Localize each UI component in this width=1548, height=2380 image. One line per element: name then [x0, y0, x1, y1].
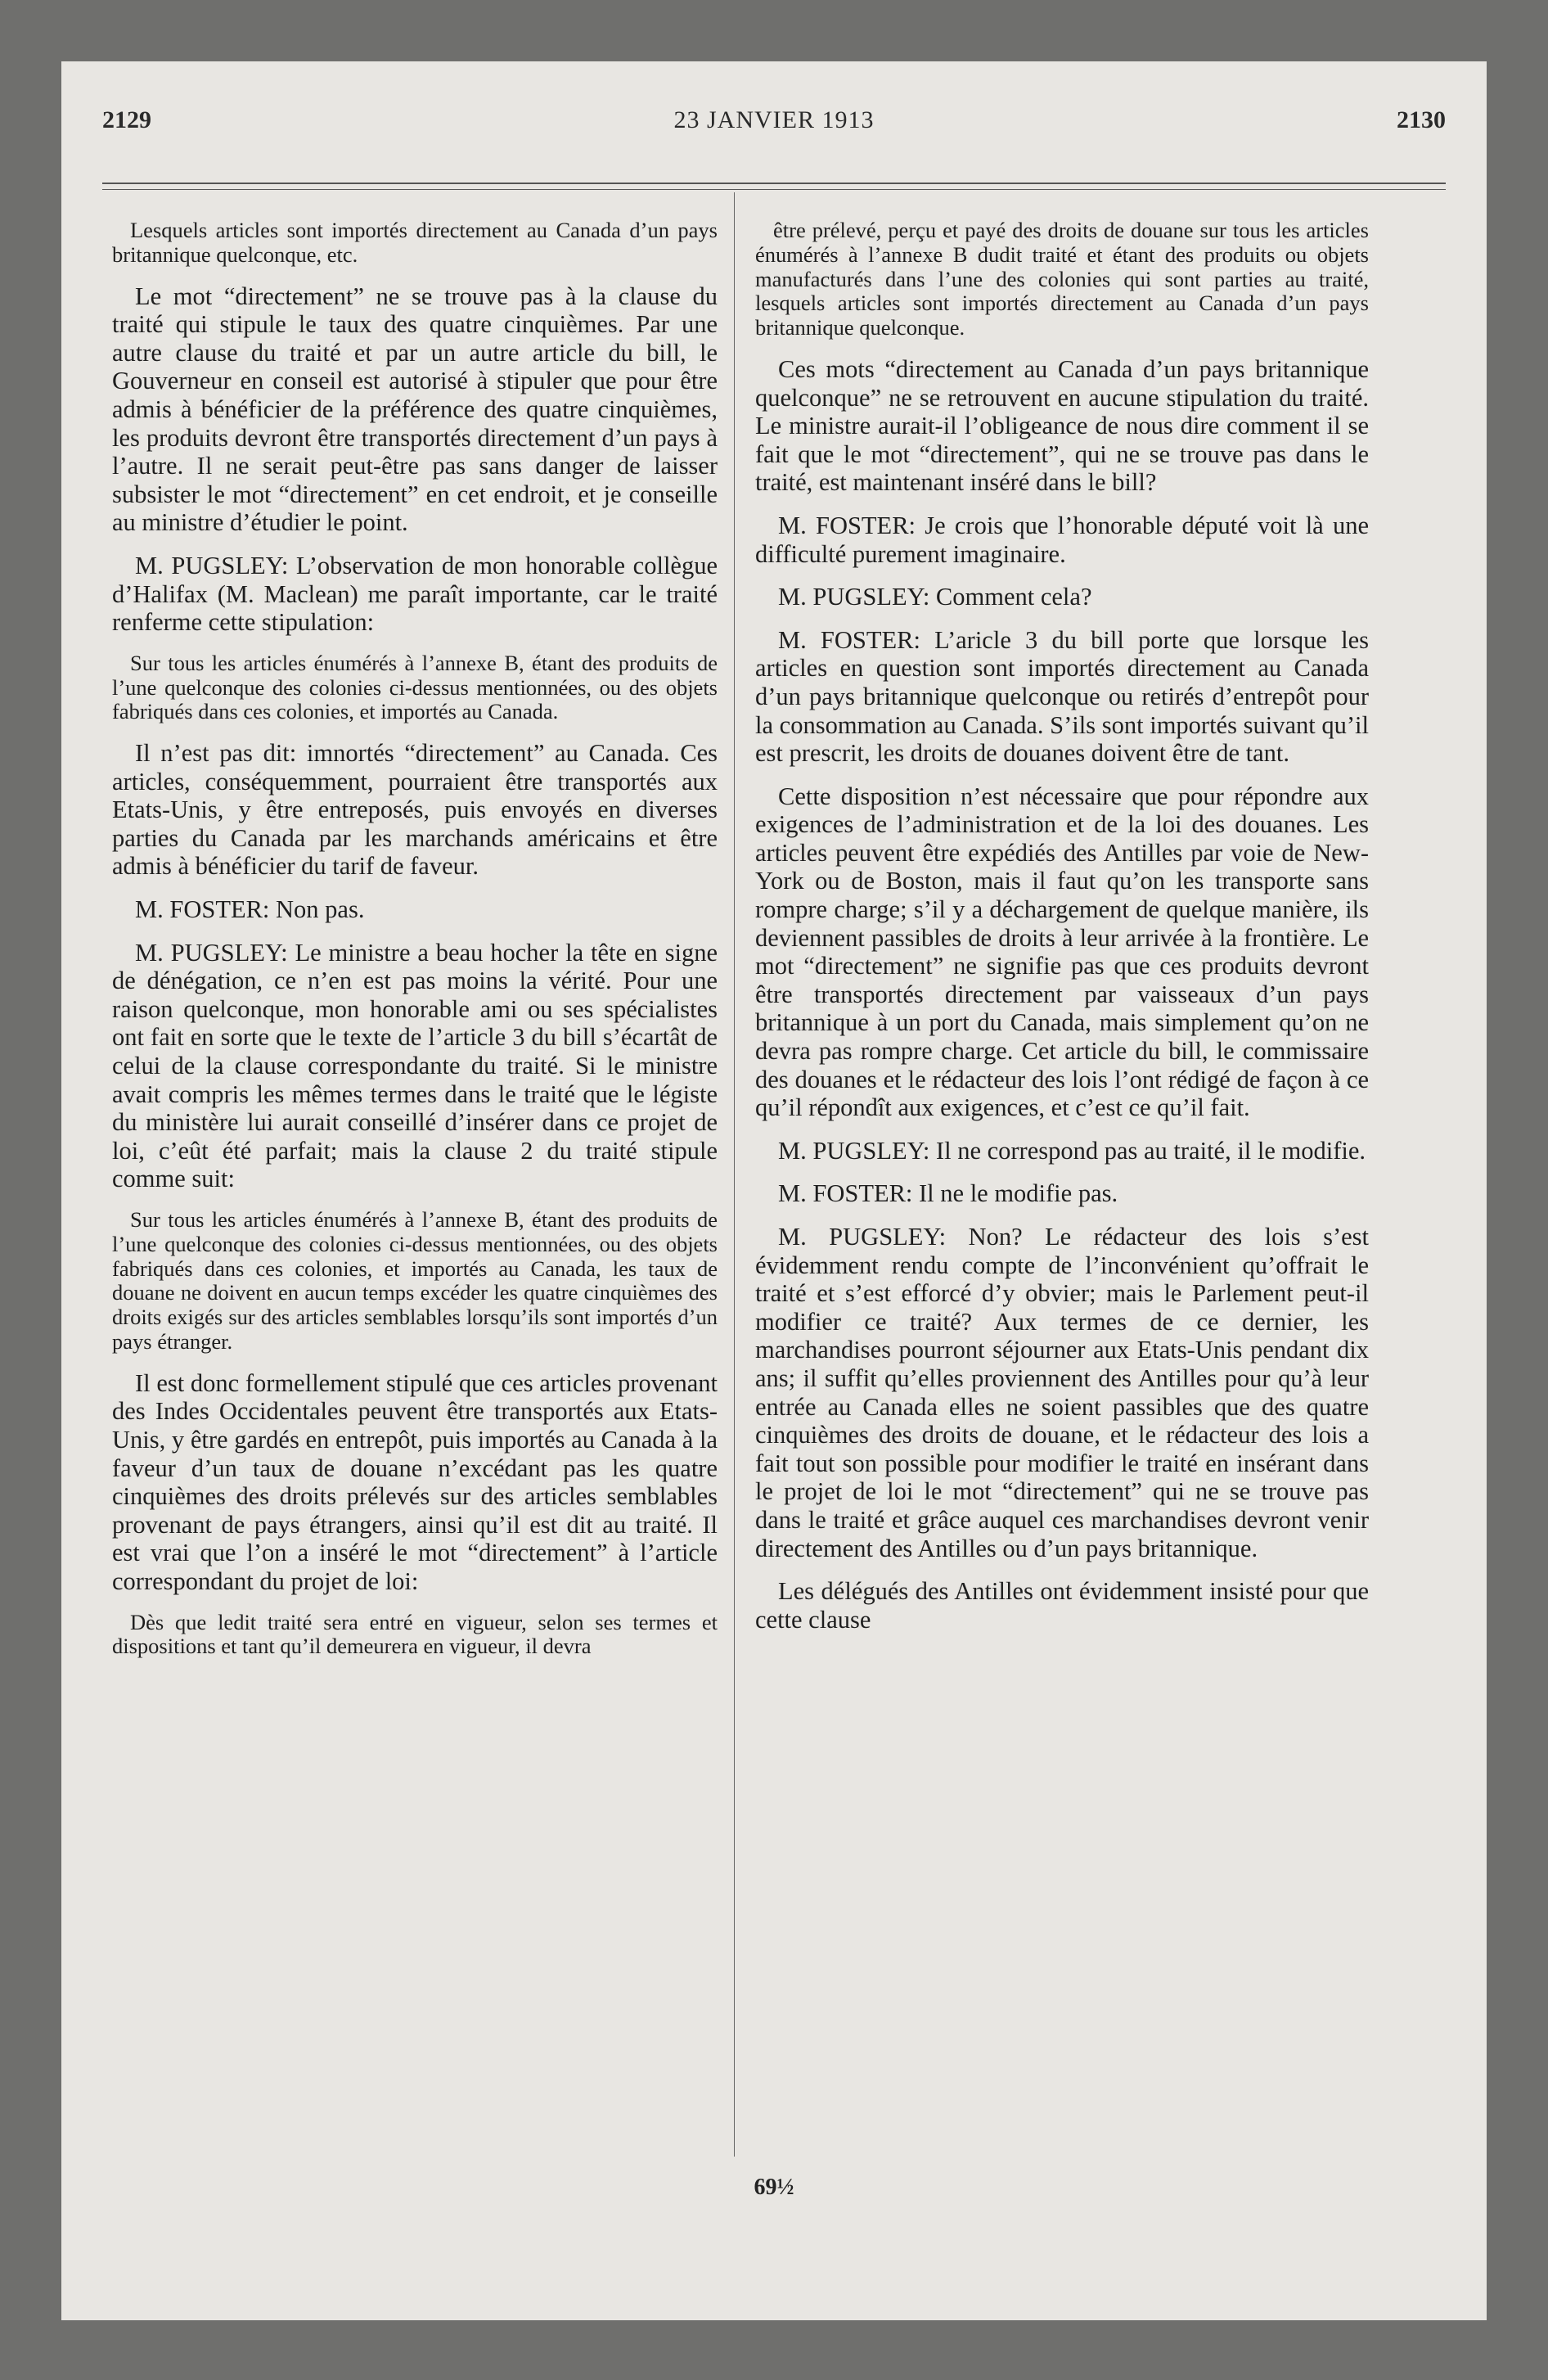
header-rule: [102, 183, 1446, 184]
quoted-passage: Lesquels articles sont importés directement au Canada d’un pays britannique quelconque, etc.: [112, 218, 718, 267]
paragraph: M. PUGSLEY: Le ministre a beau hocher la tête en signe de dénégation, ce n’en est pas moins la vérité. Pour une raison quelconque, mon honorable ami ou ses spécialistes ont fait en sorte que le texte de l’article 3 du bill s’écartât de celui de la clause correspondante du traité. Si le ministre avait compris les mêmes termes dans le traité que le légiste du ministère lui aurait conseillé d’insérer dans ce projet de loi, c’eût été parfait; mais la clause 2 du traité stipule comme suit:: [112, 938, 718, 1193]
paragraph: M. PUGSLEY: L’observation de mon honorable collègue d’Halifax (M. Maclean) me paraît importante, car le traité renferme cette stipulation:: [112, 551, 718, 637]
quoted-passage: Sur tous les articles énumérés à l’annexe B, étant des produits de l’une quelconque des colonies ci-dessus mentionnées, ou des objets fabriqués dans ces colonies, et importés au Canada, les taux de douane ne doivent en aucun temps excéder les quatre cinquièmes des droits exigés sur des articles semblables lorsqu’ils sont importés d’un pays étranger.: [112, 1207, 718, 1354]
paragraph: Ces mots “directement au Canada d’un pays britannique quelconque” ne se retrouvent en aucune stipulation du traité. Le ministre aurait-il l’obligeance de nous dire comment il se fait que le mot “directement”, qui ne se trouve pas dans le traité, est maintenant inséré dans le bill?: [755, 354, 1369, 497]
quoted-passage: être prélevé, perçu et payé des droits de douane sur tous les articles énumérés à l’annexe B dudit traité et étant des produits ou objets manufacturés dans l’une des colonies qui sont parties au traité, lesquels articles sont importés directement au Canada d’un pays britannique quelconque.: [755, 218, 1369, 340]
paragraph: M. FOSTER: Non pas.: [135, 895, 365, 924]
page-sheet: [61, 61, 1487, 2320]
folio-number: 69½: [754, 2175, 794, 2200]
running-header: [102, 106, 1446, 156]
paragraph: M. FOSTER: L’aricle 3 du bill porte que lorsque les articles en question sont importés directement au Canada d’un pays britannique quelconque ou retirés d’entrepôt pour la consommation au Canada. S’ils sont importés suivant qu’il est prescrit, les droits de douanes doivent être de tant.: [755, 625, 1369, 768]
page-number-right: 2130: [1397, 106, 1446, 133]
header-rule-thin: [102, 189, 1446, 190]
paragraph: M. FOSTER: Il ne le modifie pas.: [778, 1179, 1118, 1208]
paragraph: Il est donc formellement stipulé que ces articles provenant des Indes Occidentales peuvent être transportés aux Etats-Unis, y être gardés en entrepôt, puis importés au Canada à la faveur d’un taux de douane n’excédant pas les quatre cinquièmes des droits prélevés sur des articles semblables provenant de pays étrangers, ainsi qu’il est dit au traité. Il est vrai que l’on a inséré le mot “directement” à l’article correspondant du projet de loi:: [112, 1368, 718, 1595]
quoted-passage: Dès que ledit traité sera entré en vigueur, selon ses termes et dispositions et tant qu’il demeurera en vigueur, il devra: [112, 1609, 718, 1659]
paragraph: Cette disposition n’est nécessaire que pour répondre aux exigences de l’administration et de la loi des douanes. Les articles peuvent être expédiés des Antilles par voie de New-York ou de Boston, mais il faut qu’on les transporte sans rompre charge; s’il y a déchargement de quelque manière, ils deviennent passibles de droits à leur arrivée à la frontière. Le mot “directement” ne signifie pas que ces produits devront être transportés directement par vaisseaux d’un pays britannique à un port du Canada, mais simplement qu’on ne devra pas rompre charge. Cet article du bill, le commissaire des douanes et le rédacteur des lois l’ont rédigé de façon à ce qu’il répondît aux exigences, et c’est ce qu’il fait.: [755, 782, 1369, 1122]
paragraph: M. PUGSLEY: Comment cela?: [778, 583, 1092, 611]
paragraph: M. PUGSLEY: Il ne correspond pas au traité, il le modifie.: [778, 1136, 1366, 1165]
right-column: [755, 219, 1369, 1648]
page-number-left: 2129: [102, 106, 151, 133]
paragraph: Le mot “directement” ne se trouve pas à la clause du traité qui stipule le taux des quatre cinquièmes. Par une autre clause du traité et par un autre article du bill, le Gouverneur en conseil est autorisé à stipuler que pour être admis à bénéficier de la préférence des quatre cinquièmes, les produits devront être transportés directement d’un pays à l’autre. Il ne serait peut-être pas sans danger de laisser subsister le mot “directement” en cet endroit, et je conseille au ministre d’étudier le point.: [112, 282, 718, 537]
quoted-passage: Sur tous les articles énumérés à l’annexe B, étant des produits de l’une quelconque des colonies ci-dessus mentionnées, ou des objets fabriqués dans ces colonies, et importés au Canada.: [112, 650, 718, 724]
paragraph: Les délégués des Antilles ont évidemment insisté pour que cette clause: [755, 1577, 1369, 1634]
paragraph: M. PUGSLEY: Non? Le rédacteur des lois s’est évidemment rendu compte de l’inconvénient qu’offrait le traité et s’est efforcé d’y obvier; mais le Parlement peut-il modifier ce traité? Aux termes de ce dernier, les marchandises pourront séjourner aux Etats-Unis pendant dix ans; il suffit qu’elles proviennent des Antilles pour qu’à leur entrée au Canada elles ne soient passibles que des quatre cinquièmes des droits de douane, et le rédacteur des lois a fait tout son possible pour modifier le traité en insérant dans le projet de loi le mot “directement” qui ne se trouve pas dans le traité et grâce auquel ces marchandises devront venir directement des Antilles ou d’un pays britannique.: [755, 1223, 1369, 1562]
header-date: 23 JANVIER 1913: [673, 106, 875, 133]
paragraph: Il n’est pas dit: imnortés “directement” au Canada. Ces articles, conséquemment, pourraient être transportés aux Etats-Unis, y être entreposés, puis envoyés en diverses parties du Canada par les marchands américains et être admis à bénéficier du tarif de faveur.: [112, 739, 718, 881]
paragraph: M. FOSTER: Je crois que l’honorable député voit là une difficulté purement imaginaire.: [755, 511, 1369, 568]
left-column: [112, 219, 718, 1674]
column-separator: [734, 192, 735, 2157]
